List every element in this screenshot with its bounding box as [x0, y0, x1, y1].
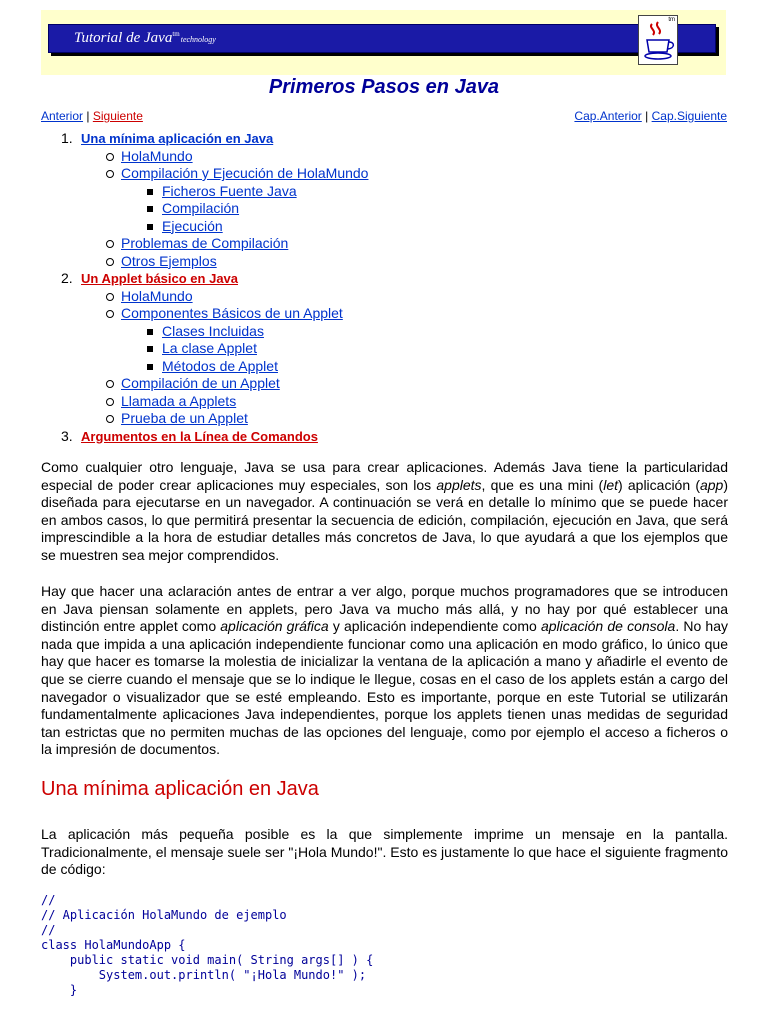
header-banner — [48, 24, 716, 53]
circle-bullet-icon — [106, 380, 114, 388]
toc-link-metodos-applet[interactable]: Métodos de Applet — [162, 357, 278, 374]
nav-cap-prev-link[interactable]: Cap.Anterior — [574, 109, 642, 123]
toc-link-problemas-compilacion[interactable]: Problemas de Compilación — [121, 235, 289, 251]
nav-chapter-links: Cap.Anterior | Cap.Siguiente — [574, 109, 727, 123]
circle-bullet-icon — [106, 258, 114, 266]
square-bullet-icon — [147, 364, 153, 370]
nav-prev-link[interactable]: Anterior — [41, 109, 84, 123]
circle-bullet-icon — [106, 240, 114, 248]
toc-link-minima-aplicacion[interactable]: Una mínima aplicación en Java — [81, 131, 274, 146]
square-bullet-icon — [147, 206, 153, 212]
intro-paragraph: Como cualquier otro lenguaje, Java se usa para crear aplicaciones. Además Java tiene la particularidad especial de poder crear aplicaciones muy especiales, son los applets, que es una mini (let) aplicación (app) diseñada para ejecutarse en un navegador. A continuación se verá en detalle lo mínimo que se puede hacer en ambos casos, lo que permitirá presentar la secuencia de edición, compilación, ejecución en Java, que será imprescindible a la hora de estudiar detalles más concretos de Java, lo que ayudará a que los ejemplos que se muestren sea mejor comprendidos. — [41, 459, 729, 563]
nav-section-links: Anterior | Siguiente — [41, 109, 143, 123]
banner-title: Tutorial de Java$^{tm}$technology — [74, 30, 216, 46]
toc-link-ejecucion[interactable]: Ejecución — [162, 217, 223, 234]
circle-bullet-icon — [106, 310, 114, 318]
toc-link-clase-applet[interactable]: La clase Applet — [162, 340, 257, 356]
section-heading: Una mínima aplicación en Java — [41, 778, 319, 800]
nav-next-link[interactable]: Siguiente — [92, 109, 143, 123]
java-logo-icon: tm — [638, 15, 678, 65]
page-title: Primeros Pasos en Java — [268, 76, 500, 98]
toc-link-llamada-applets[interactable]: Llamada a Applets — [121, 392, 237, 409]
table-of-contents — [41, 130, 721, 445]
circle-bullet-icon — [106, 293, 114, 301]
circle-bullet-icon — [106, 170, 114, 178]
square-bullet-icon — [147, 224, 153, 230]
circle-bullet-icon — [106, 415, 114, 423]
toc-link-holamundo-2[interactable]: HolaMundo — [121, 287, 193, 304]
toc-link-compilacion[interactable]: Compilación — [162, 200, 240, 216]
nav-cap-next-link[interactable]: Cap.Siguiente — [651, 109, 727, 123]
toc-link-applet-basico[interactable]: Un Applet básico en Java — [81, 271, 239, 286]
toc-section-2: 2. Un Applet básico en Java — [61, 270, 239, 286]
example-paragraph: La aplicación más pequeña posible es la que simplemente imprime un mensaje en la pantalla. Tradicionalmente, el mensaje suele ser "¡Hola Mundo!". Esto es justamente lo que hace el siguiente fragmento de código: — [41, 826, 728, 878]
toc-link-prueba-applet[interactable]: Prueba de un Applet — [121, 410, 248, 426]
toc-link-clases-incluidas[interactable]: Clases Incluidas — [162, 322, 264, 339]
square-bullet-icon — [147, 329, 153, 335]
toc-link-componentes-applet[interactable]: Componentes Básicos de un Applet — [121, 305, 343, 321]
clarification-paragraph: Hay que hacer una aclaración antes de entrar a ver algo, porque muchos programadores que se introducen en Java piensan solamente en applets, pero Java va mucho más allá, y no hay por qué establecer una distinción entre applet como aplicación gráfica y aplicación independiente como aplicación de consola. No hay nada que impida a una aplicación independiente funcionar como una aplicación en modo gráfico, lo único que hay que hacer es tomarse la molestia de inicializar la ventana de la aplicación a mano y añadirle el evento de que se cierre cuando el mensaje que se lo indique le llegue, cosas en el caso de los applets están a cargo del navegador o visualizador que se esté empleando. Esto es importante, porque en este Tutorial se utilizarán fundamentalmente aplicaciones Java independientes, porque los applets tienen unas medidas de seguridad tan estrictas que no permiten muchas de las opciones del lenguaje, como por ejemplo el acceso a ficheros o la impresión de documentos. — [41, 583, 729, 758]
toc-link-ficheros-fuente[interactable]: Ficheros Fuente Java — [162, 182, 297, 199]
toc-section-1: 1. Una mínima aplicación en Java — [61, 130, 274, 146]
square-bullet-icon — [147, 346, 153, 352]
circle-bullet-icon — [106, 153, 114, 161]
toc-link-compilacion-ejecucion[interactable]: Compilación y Ejecución de HolaMundo — [121, 165, 369, 181]
toc-section-3: 3. Argumentos en la Línea de Comandos — [61, 427, 318, 444]
square-bullet-icon — [147, 189, 153, 195]
toc-link-holamundo-1[interactable]: HolaMundo — [121, 147, 193, 164]
circle-bullet-icon — [106, 398, 114, 406]
toc-link-compilacion-applet[interactable]: Compilación de un Applet — [121, 375, 280, 391]
header-banner-area — [41, 10, 726, 75]
toc-link-argumentos[interactable]: Argumentos en la Línea de Comandos — [81, 428, 318, 444]
toc-link-otros-ejemplos[interactable]: Otros Ejemplos — [121, 252, 217, 269]
code-block: // // Aplicación HolaMundo de ejemplo // class HolaMundoApp { public static void main( String args[] ) { System.out.println( "¡Hola Mundo!" ); } — [41, 893, 374, 997]
